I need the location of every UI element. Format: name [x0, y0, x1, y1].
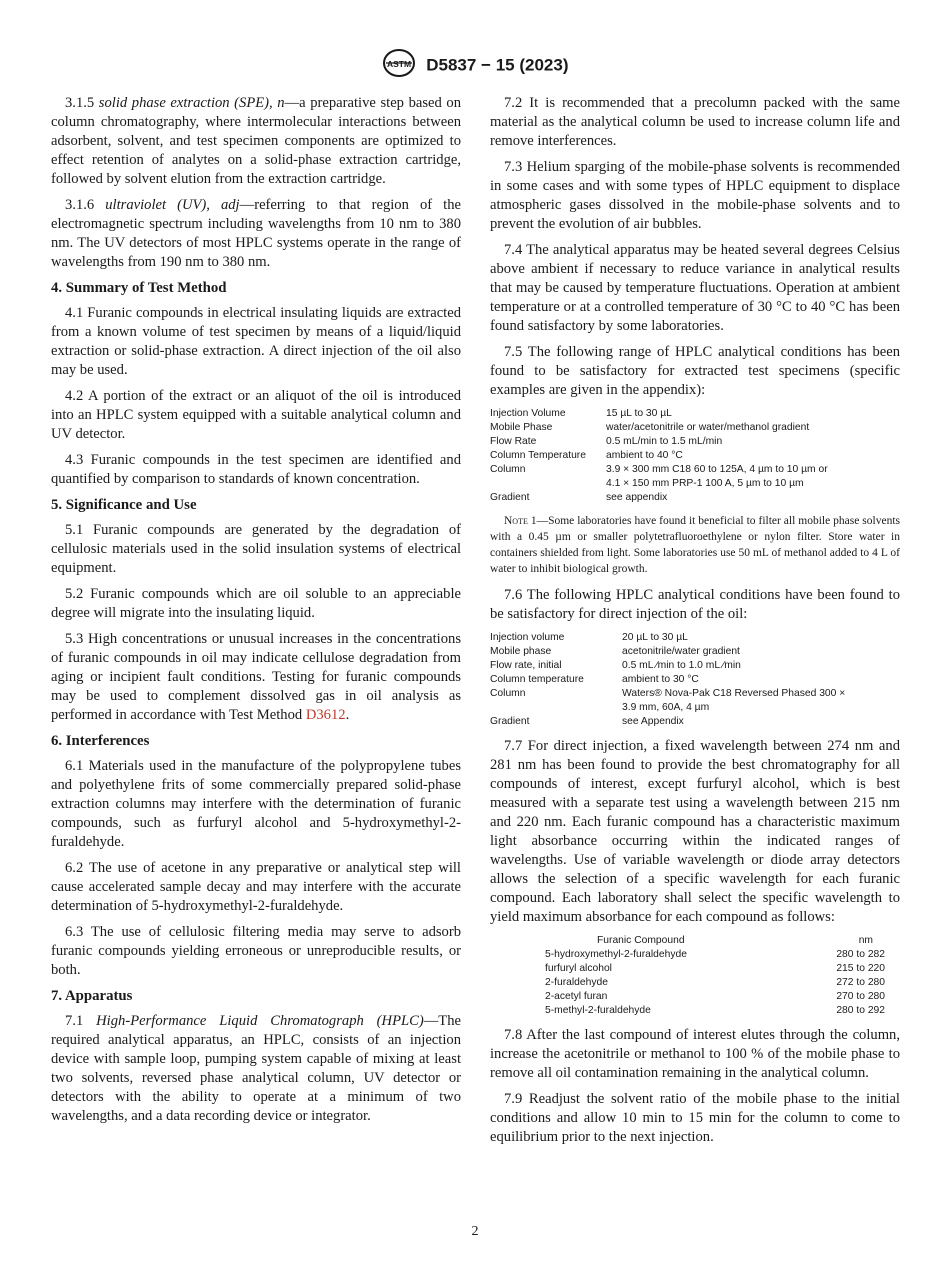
table-row: Flow rate, initial 0.5 mL ⁄min to 1.0 mL ⁄min	[490, 660, 741, 671]
table-row: Mobile Phase water/acetonitrile or water/methanol gradient	[490, 422, 810, 433]
paragraph-6-1: 6.1 Materials used in the manufacture of the polypropylene tubes and polyethylene frits of some commercially prepared solid-phase extraction columns may interfere with the determination of furanic compounds, such as furfuryl alcohol and 5-hydroxymethyl-2-furaldehyde.	[51, 758, 461, 850]
table-row: 2-furaldehyde 272 to 280	[545, 977, 885, 988]
paragraph-5-3: 5.3 High concentrations or unusual increases in the concentrations of furanic compounds in oil may indicate cellulose degradation from aging or incipient fault conditions. Testing for furanic compounds may be used to complement dissolved gas in oil analysis as performed in accordance with Test Method D3612.	[51, 631, 461, 723]
table-row: Column Temperature ambient to 40 °C	[490, 450, 683, 461]
left-column	[51, 94, 461, 1133]
table-row: 5-hydroxymethyl-2-furaldehyde 280 to 282	[545, 949, 885, 960]
table-row: furfuryl alcohol 215 to 220	[545, 963, 885, 974]
table-row: 3.9 mm, 60A, 4 µm	[622, 702, 710, 713]
definition-3-1-6: 3.1.6 ultraviolet (UV), adj—referring to that region of the electromagnetic spectrum including wavelengths from 10 nm to 380 nm. The UV detectors of most HPLC systems operate in the range of wavelengths from 190 nm to 380 nm.	[51, 197, 461, 270]
wavelength-table	[545, 934, 885, 1018]
paragraph-7-2: 7.2 It is recommended that a precolumn packed with the same material as the analytical column be used to increase column life and remove interferences.	[490, 95, 900, 149]
page-number: 2	[471, 1224, 479, 1239]
right-column	[490, 94, 900, 1154]
paragraph-4-1: 4.1 Furanic compounds in electrical insulating liquids are extracted from a known volume of test specimen by means of a liquid/liquid extraction or solid-phase extraction. A direct injection of the oil also may be used.	[51, 305, 461, 378]
table-header-row: Furanic Compound nm	[597, 935, 873, 946]
table-row: Injection volume 20 µL to 30 µL	[490, 632, 688, 643]
table-row: Mobile phase acetonitrile/water gradient	[490, 646, 740, 657]
table-row: 2-acetyl furan 270 to 280	[545, 991, 885, 1002]
section-6-heading: 6. Interferences	[51, 733, 150, 749]
table-row: 4.1 × 150 mm PRP-1 100 A, 5 µm to 10 µm	[606, 478, 804, 489]
paragraph-7-8: 7.8 After the last compound of interest elutes through the column, increase the acetonitrile or methanol to 100 % of the mobile phase to remove all oil contamination remaining in the analytical column.	[490, 1027, 900, 1081]
table-row: Column Waters® Nova-Pak C18 Reversed Phased 300 ×	[490, 688, 846, 699]
paragraph-7-6: 7.6 The following HPLC analytical conditions have been found to be satisfactory for direct injection of the oil:	[490, 587, 900, 622]
note-1: Note 1—Some laboratories have found it beneficial to filter all mobile phase solvents with a 0.45 µm or smaller polytetrafluoroethylene or nylon filter. Store water in containers shielded from light. Some laboratories use 50 mL of methanol added to 4 L of water to inhibit biological growth.	[490, 515, 900, 575]
paragraph-7-1: 7.1 High-Performance Liquid Chromatograph (HPLC)—The required analytical apparatus, an HPLC, consists of an injection device with sample loop, pumping system capable of mixing at least two solvents, reversed phase analytical column, UV detector or detectors with the ability to operate at a minimum of two wavelengths, and a data recording device or integrator.	[51, 1013, 461, 1124]
paragraph-4-2: 4.2 A portion of the extract or an aliquot of the oil is introduced into an HPLC system equipped with a suitable analytical column and UV detector.	[51, 388, 461, 442]
table-row: Column 3.9 × 300 mm C18 60 to 125A, 4 µm to 10 µm or	[490, 464, 828, 475]
paragraph-6-2: 6.2 The use of acetone in any preparative or analytical step will cause accelerated sample decay and may interfere with the accurate determination of 5-hydroxymethyl-2-furaldehyde.	[51, 860, 461, 914]
section-5-heading: 5. Significance and Use	[51, 497, 197, 513]
table-row: Gradient see appendix	[490, 492, 668, 503]
table-row: Flow Rate 0.5 mL/min to 1.5 mL/min	[490, 436, 723, 447]
table-row: 5-methyl-2-furaldehyde 280 to 292	[545, 1005, 885, 1016]
section-7-heading: 7. Apparatus	[51, 988, 133, 1004]
paragraph-5-2: 5.2 Furanic compounds which are oil soluble to an appreciable degree will migrate into the insulating liquid.	[51, 586, 461, 621]
d3612-link[interactable]: D3612	[305, 707, 346, 723]
direct-injection-conditions-table	[490, 631, 845, 729]
table-row: Gradient see Appendix	[490, 716, 684, 727]
paragraph-7-9: 7.9 Readjust the solvent ratio of the mobile phase to the initial conditions and allow 10 min to 15 min for the column to come to equilibrium prior to the next injection.	[490, 1091, 900, 1145]
paragraph-7-3: 7.3 Helium sparging of the mobile-phase solvents is recommended in some cases and with some types of HPLC equipment to displace atmospheric gases dissolved in the mobile-phase solvents and to prevent the evolution of air bubbles.	[490, 159, 900, 232]
paragraph-5-1: 5.1 Furanic compounds are generated by the degradation of cellulosic materials used in the solid insulation systems of electrical equipment.	[51, 522, 461, 576]
hplc-conditions-table	[490, 407, 828, 505]
paragraph-7-5: 7.5 The following range of HPLC analytical conditions has been found to be satisfactory for extracted test specimens (specific examples are given in the appendix):	[490, 344, 900, 398]
paragraph-4-3: 4.3 Furanic compounds in the test specimen are identified and quantified by comparison to standards of known concentration.	[51, 452, 461, 487]
paragraph-6-3: 6.3 The use of cellulosic filtering media may serve to adsorb furanic compounds yielding erroneous or unreproducible results, or both.	[51, 924, 461, 978]
table-row: Injection Volume 15 µL to 30 µL	[490, 408, 672, 419]
astm-logo-icon	[382, 48, 416, 83]
definition-3-1-5: 3.1.5 solid phase extraction (SPE), n—a preparative step based on column chromatography, where intermolecular interactions between adsorbent, solvent, and test specimen components are optimized to effect retention of analytes on a solid-phase extraction cartridge, followed by solvent elution from the extraction cartridge.	[51, 95, 462, 187]
section-4-heading: 4. Summary of Test Method	[51, 280, 227, 296]
table-row: Column temperature ambient to 30 °C	[490, 674, 699, 685]
paragraph-7-4: 7.4 The analytical apparatus may be heated several degrees Celsius above ambient if necessary to reduce variance in analytical results that may be caused by temperature fluctuations. Operation at ambient temperature or at a controlled temperature of 30 °C to 40 °C has been found satisfactory by some laboratories.	[490, 242, 900, 334]
svg-text:ASTM: ASTM	[386, 59, 411, 69]
document-code: D5837 − 15 (2023)	[426, 55, 569, 75]
paragraph-7-7: 7.7 For direct injection, a fixed wavelength between 274 nm and 281 nm has been found to provide the best chromatography for all compounds of interest, except furfuryl alcohol, which is best measured with a separate test using a wavelength between 215 nm and 220 nm. Each furanic compound has a characteristic maximum light absorbance occurring within the indicated ranges of wavelengths. Use of variable wavelength or diode array detectors allows the selection of a specific wavelength for each furanic compound. Each laboratory shall select the specific wavelength to yield maximum absorbance for each compound as follows:	[490, 738, 900, 925]
page-header	[0, 48, 950, 83]
